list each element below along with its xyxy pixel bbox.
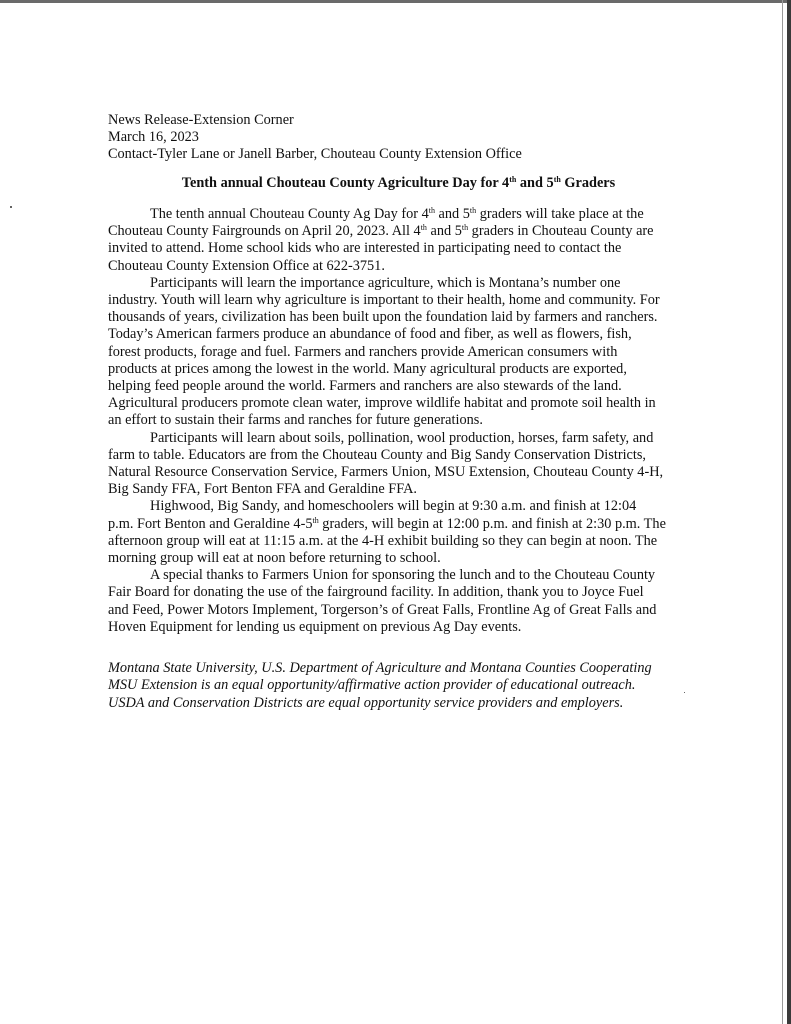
text-line: Big Sandy FFA, Fort Benton FFA and Geraldine FFA. bbox=[108, 481, 417, 498]
scan-speck bbox=[684, 692, 685, 693]
text-line: farm to table. Educators are from the Chouteau County and Big Sandy Conservation Districts, bbox=[108, 446, 647, 463]
footer-line: MSU Extension is an equal opportunity/affirmative action provider of educational outreach. bbox=[108, 677, 636, 694]
release-header bbox=[108, 112, 522, 164]
paragraph-agriculture-importance bbox=[108, 275, 668, 430]
text-line: Chouteau County Extension Office at 622-3751. bbox=[108, 257, 385, 274]
scan-right-edge-shadow bbox=[782, 0, 783, 1024]
text-line: afternoon group will eat at 11:15 a.m. at the 4-H exhibit building so they can begin at noon. The bbox=[108, 532, 658, 549]
text-line: thousands of years, civilization has been built upon the foundation laid by farmers and ranchers. bbox=[108, 309, 658, 326]
text-line: industry. Youth will learn why agriculture is important to their health, home and community. For bbox=[108, 292, 660, 309]
release-contact: Contact-Tyler Lane or Janell Barber, Chouteau County Extension Office bbox=[108, 146, 522, 163]
text-line: Natural Resource Conservation Service, Farmers Union, MSU Extension, Chouteau County 4-H, bbox=[108, 464, 664, 481]
scan-top-edge bbox=[0, 0, 791, 3]
text-line: forest products, forage and fuel. Farmers and ranchers provide American consumers with bbox=[108, 343, 618, 360]
text-line: morning group will eat at noon before returning to school. bbox=[108, 550, 441, 567]
footer-line: USDA and Conservation Districts are equal opportunity service providers and employers. bbox=[108, 694, 624, 711]
text-line: invited to attend. Home school kids who are interested in participating need to contact the bbox=[108, 240, 622, 257]
release-type: News Release-Extension Corner bbox=[108, 112, 294, 128]
text-line: Fair Board for donating the use of the fairground facility. In addition, thank you to Joyce Fuel bbox=[108, 584, 644, 601]
paragraph-acknowledgements bbox=[108, 567, 668, 636]
text-line: Agricultural producers promote clean water, improve wildlife habitat and promote soil health in bbox=[108, 395, 656, 412]
text-line: Chouteau County Fairgrounds on April 20, 2023. All 4th and 5th graders in Chouteau County are bbox=[108, 223, 654, 240]
text-line: helping feed people around the world. Farmers and ranchers are also stewards of the land. bbox=[108, 378, 622, 395]
text-line: The tenth annual Chouteau County Ag Day for 4th and 5th graders will take place at the bbox=[150, 206, 644, 222]
release-date: March 16, 2023 bbox=[108, 129, 199, 146]
paragraph-topics-educators bbox=[108, 430, 668, 499]
text-line: A special thanks to Farmers Union for sponsoring the lunch and to the Chouteau County bbox=[150, 567, 656, 584]
text-line: and Feed, Power Motors Implement, Torgerson’s of Great Falls, Frontline Ag of Great Falls and bbox=[108, 601, 657, 618]
title-text: Tenth annual Chouteau County Agriculture Day for 4 bbox=[181, 175, 510, 191]
text-line: an effort to sustain their farms and ranches for future generations. bbox=[108, 412, 483, 429]
text-line: Participants will learn about soils, pollination, wool production, horses, farm safety, and bbox=[150, 429, 654, 446]
scan-right-edge bbox=[787, 0, 791, 1024]
text-line: Highwood, Big Sandy, and homeschoolers will begin at 9:30 a.m. and finish at 12:04 bbox=[150, 498, 637, 515]
article-title bbox=[0, 174, 791, 192]
text-line: Participants will learn the importance agriculture, which is Montana’s number one bbox=[150, 274, 621, 291]
title-superscript: th bbox=[553, 175, 561, 184]
text-line: p.m. Fort Benton and Geraldine 4-5th graders, will begin at 12:00 p.m. and finish at 2:30 p.m. The bbox=[108, 515, 666, 532]
title-superscript: th bbox=[509, 175, 517, 184]
text-line: Today’s American farmers produce an abundance of food and fiber, as well as flowers, fish, bbox=[108, 326, 632, 343]
scan-speck bbox=[10, 206, 12, 208]
title-text: and 5 bbox=[516, 175, 554, 191]
footer-line: Montana State University, U.S. Department of Agriculture and Montana Counties Cooperating bbox=[108, 660, 652, 676]
paragraph-event-intro bbox=[108, 206, 668, 275]
title-text: Graders bbox=[560, 175, 616, 191]
text-line: Hoven Equipment for lending us equipment on previous Ag Day events. bbox=[108, 618, 522, 635]
equal-opportunity-statement bbox=[108, 660, 652, 712]
paragraph-schedule bbox=[108, 498, 668, 567]
article-body bbox=[108, 206, 668, 636]
text-line: products at prices among the lowest in the world. Many agricultural products are exported, bbox=[108, 360, 627, 377]
